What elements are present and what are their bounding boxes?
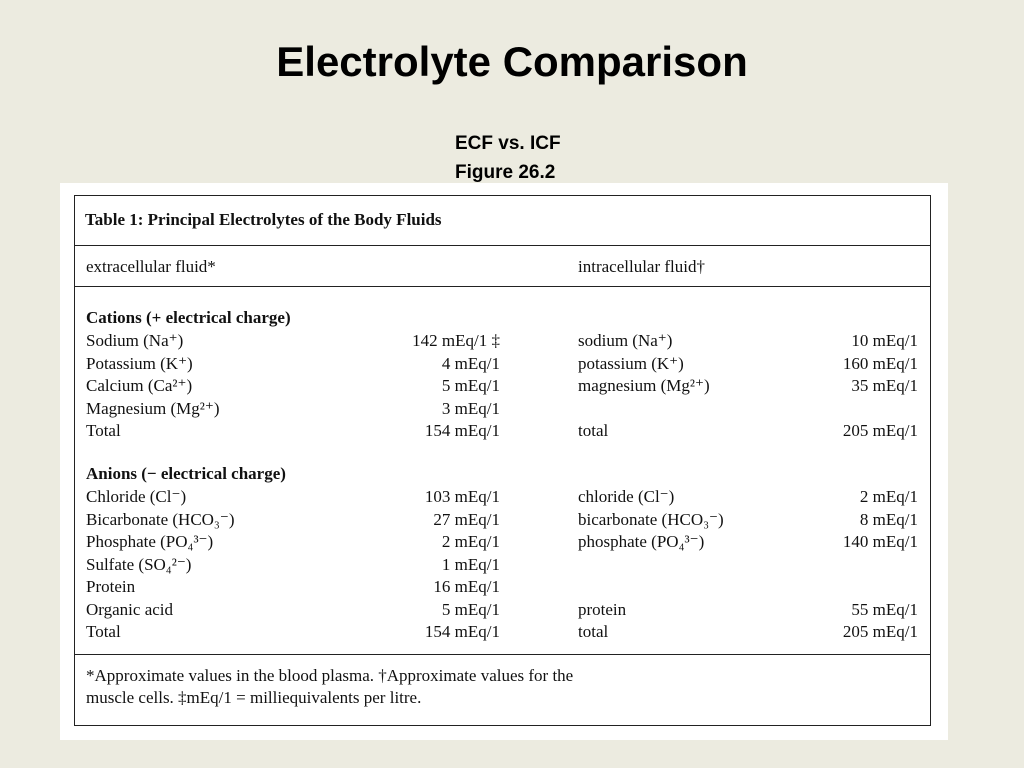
icf-value-cell: 160 mEq/1 bbox=[842, 353, 918, 373]
table-row bbox=[75, 622, 930, 644]
icf-name-cell: magnesium (Mg²⁺) bbox=[578, 376, 710, 395]
ecf-value-cell: 5 mEq/1 bbox=[441, 599, 500, 619]
table-row bbox=[75, 331, 930, 353]
ecf-value-cell: 154 mEq/1 bbox=[424, 622, 500, 641]
slide-title: Electrolyte Comparison bbox=[276, 38, 748, 85]
ecf-name-cell: Phosphate (PO₄³⁻) bbox=[86, 532, 214, 551]
column-header-icf: intracellular fluid† bbox=[578, 257, 705, 276]
ecf-name-cell: Protein bbox=[86, 577, 136, 596]
table-row bbox=[75, 510, 930, 532]
table-row bbox=[75, 487, 930, 509]
ecf-value-cell: 1 mEq/1 bbox=[441, 554, 500, 574]
table-row bbox=[75, 532, 930, 554]
ecf-value-cell: 5 mEq/1 bbox=[441, 376, 500, 395]
icf-name-cell: total bbox=[578, 622, 609, 641]
icf-value-cell: 205 mEq/1 bbox=[842, 622, 918, 641]
table-image-panel bbox=[60, 183, 948, 740]
electrolyte-table bbox=[74, 195, 931, 726]
icf-value-cell: 140 mEq/1 bbox=[842, 532, 918, 551]
icf-value-cell: 205 mEq/1 bbox=[842, 421, 918, 440]
ecf-name-cell: Bicarbonate (HCO₃⁻) bbox=[86, 509, 235, 529]
table-row bbox=[75, 577, 930, 599]
anions-heading: Anions (− electrical charge) bbox=[86, 464, 286, 483]
subtitle-line-2: Figure 26.2 bbox=[455, 162, 556, 183]
ecf-name-cell: Sulfate (SO₄²⁻) bbox=[86, 554, 192, 574]
ecf-name-cell: Potassium (K⁺) bbox=[86, 353, 193, 373]
ecf-name-cell: Magnesium (Mg²⁺) bbox=[86, 398, 220, 418]
icf-name-cell: bicarbonate (HCO₃⁻) bbox=[578, 509, 724, 529]
ecf-name-cell: Sodium (Na⁺) bbox=[86, 331, 184, 350]
table-row bbox=[75, 600, 930, 622]
table-row bbox=[75, 376, 930, 398]
table-row bbox=[75, 555, 930, 577]
ecf-name-cell: Chloride (Cl⁻) bbox=[86, 487, 187, 506]
ecf-name-cell: Total bbox=[86, 622, 121, 641]
ecf-value-cell: 16 mEq/1 bbox=[433, 577, 500, 596]
slide-subtitle bbox=[455, 129, 561, 187]
icf-name-cell: phosphate (PO₄³⁻) bbox=[578, 532, 705, 551]
footnote-line-2: muscle cells. ‡mEq/1 = milliequivalents per litre. bbox=[86, 688, 422, 707]
table-row bbox=[75, 421, 930, 443]
icf-name-cell: protein bbox=[578, 599, 627, 619]
icf-value-cell: 2 mEq/1 bbox=[859, 487, 918, 506]
ecf-value-cell: 103 mEq/1 bbox=[424, 487, 500, 506]
icf-name-cell: chloride (Cl⁻) bbox=[578, 487, 675, 506]
icf-value-cell: 55 mEq/1 bbox=[851, 599, 918, 619]
icf-value-cell: 8 mEq/1 bbox=[859, 509, 918, 529]
icf-name-cell: total bbox=[578, 421, 609, 440]
icf-value-cell: 35 mEq/1 bbox=[851, 376, 918, 395]
ecf-value-cell: 142 mEq/1 ‡ bbox=[412, 331, 500, 350]
footnote-line-1: *Approximate values in the blood plasma. †Approximate values for the bbox=[86, 666, 574, 685]
subtitle-line-1: ECF vs. ICF bbox=[455, 133, 561, 154]
divider-line bbox=[75, 286, 930, 287]
column-header-ecf: extracellular fluid* bbox=[86, 257, 216, 276]
cations-heading: Cations (+ electrical charge) bbox=[86, 308, 291, 327]
ecf-name-cell: Calcium (Ca²⁺) bbox=[86, 376, 193, 395]
icf-name-cell: sodium (Na⁺) bbox=[578, 331, 673, 350]
icf-name-cell: potassium (K⁺) bbox=[578, 353, 684, 373]
ecf-name-cell: Organic acid bbox=[86, 599, 174, 619]
ecf-name-cell: Total bbox=[86, 421, 121, 440]
ecf-value-cell: 2 mEq/1 bbox=[441, 532, 500, 551]
divider-line bbox=[75, 654, 930, 655]
divider-line bbox=[75, 245, 930, 246]
ecf-value-cell: 154 mEq/1 bbox=[424, 421, 500, 440]
table-caption: Table 1: Principal Electrolytes of the Body Fluids bbox=[85, 210, 442, 229]
ecf-value-cell: 27 mEq/1 bbox=[433, 509, 500, 529]
table-footnote bbox=[86, 665, 786, 709]
icf-value-cell: 10 mEq/1 bbox=[851, 331, 918, 350]
table-row bbox=[75, 354, 930, 376]
ecf-value-cell: 4 mEq/1 bbox=[441, 353, 500, 373]
ecf-value-cell: 3 mEq/1 bbox=[441, 398, 500, 418]
table-row bbox=[75, 399, 930, 421]
